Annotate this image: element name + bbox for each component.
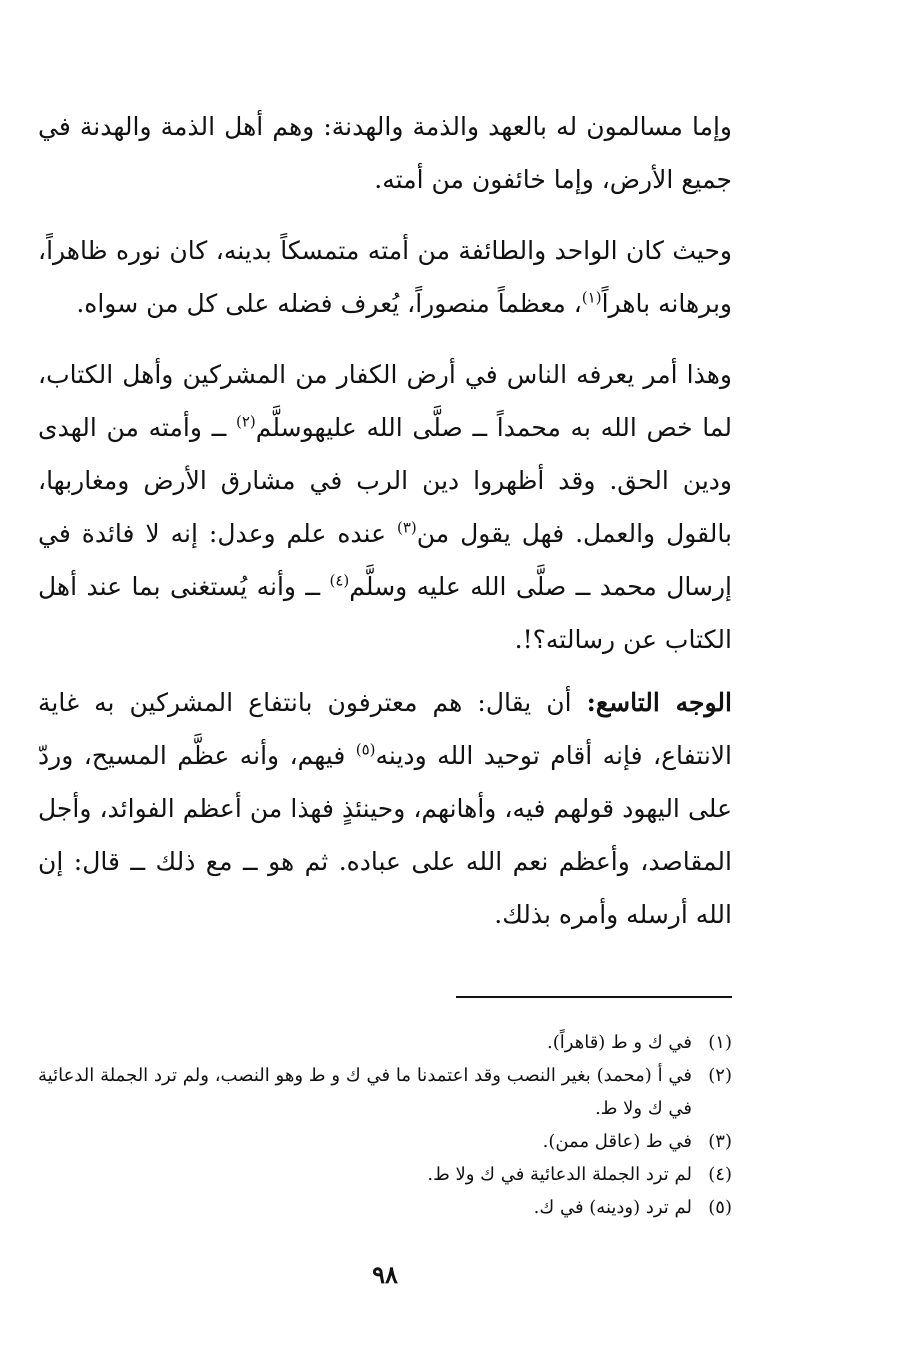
section-lead: الوجه التاسع: [586,688,732,717]
paragraph-2 [38,224,732,330]
page-number: ٩٨ [372,1260,398,1289]
footnote-3 [38,1125,732,1158]
footnote-text: في ط (عاقل ممن). [542,1131,692,1152]
paragraph-2-text-b: ، معظماً منصوراً، يُعرف فضله على كل من سواه. [76,289,582,318]
paragraph-3 [38,348,732,666]
paragraph-3-text-c: عنده علم وعدل: إنه لا فائدة في إرسال محمد ــ صلَّى الله عليه وسلَّم [38,519,732,601]
footnote-text: في أ (محمد) بغير النصب وقد اعتمدنا ما في ك و ط وهو النصب، ولم ترد الجملة الدعائية في ك ولا ط. [38,1065,692,1119]
paragraph-4 [38,676,732,941]
footnote-text: لم ترد الجملة الدعائية في ك ولا ط. [427,1164,692,1185]
footnote-4 [38,1158,732,1191]
footnote-2 [38,1059,732,1125]
paragraph-1-text: وإما مسالمون له بالعهد والذمة والهدنة: وهم أهل الذمة والهدنة في جميع الأرض، وإما خائفون من أمته. [38,112,732,194]
book-page [38,100,732,1340]
paragraph-2-text-a: وحيث كان الواحد والطائفة من أمته متمسكاً بدينه، كان نوره ظاهراً، وبرهانه باهراً [38,236,732,318]
footnote-ref-4: (٤) [329,571,350,590]
paragraph-4-text-b: فيهم، وأنه عظَّم المسيح، وردّ على اليهود قولهم فيه، وأهانهم، وحينئذٍ فهذا من أعظم الفوائد، وأجل المقاصد، وأعظم نعم الله على عباده. ثم هو ــ مع ذلك ــ قال: إن الله أرسله وأمره بذلك. [38,741,732,929]
paragraph-3-text-b: ــ وأمته من الهدى ودين الحق. وقد أظهروا دين الرب في مشارق الأرض ومغاربها، بالقول والعمل. فهل يقول من [38,413,732,548]
paragraph-3-text-d: ــ وأنه يُستغنى بما عند أهل الكتاب عن رسالته؟!. [38,572,732,654]
footnote-number: (٥) [708,1197,732,1218]
paragraph-1 [38,100,732,206]
footnote-5 [38,1191,732,1224]
footnote-number: (٣) [708,1131,732,1152]
footnote-divider [456,996,732,998]
footnotes-list [38,1026,732,1224]
footnote-ref-5: (٥) [355,740,376,759]
paragraph-4-text-a: أن يقال: هم معترفون بانتفاع المشركين به غاية الانتفاع، فإنه أقام توحيد الله ودينه [38,688,732,770]
footnote-number: (١) [708,1032,732,1053]
footnote-ref-2: (٢) [235,412,256,431]
paragraph-3-text-a: وهذا أمر يعرفه الناس في أرض الكفار من المشركين وأهل الكتاب، لما خص الله به محمداً ــ صلَّى الله عليهوسلَّم [38,360,732,442]
footnote-ref-1: (١) [581,288,602,307]
footnote-text: لم ترد (ودينه) في ك. [533,1197,692,1218]
footnote-number: (٤) [708,1164,732,1185]
footnote-1 [38,1026,732,1059]
footnote-number: (٢) [708,1065,732,1086]
footnote-ref-3: (٣) [396,518,417,537]
footnote-text: في ك و ط (قاهراً). [547,1032,692,1053]
